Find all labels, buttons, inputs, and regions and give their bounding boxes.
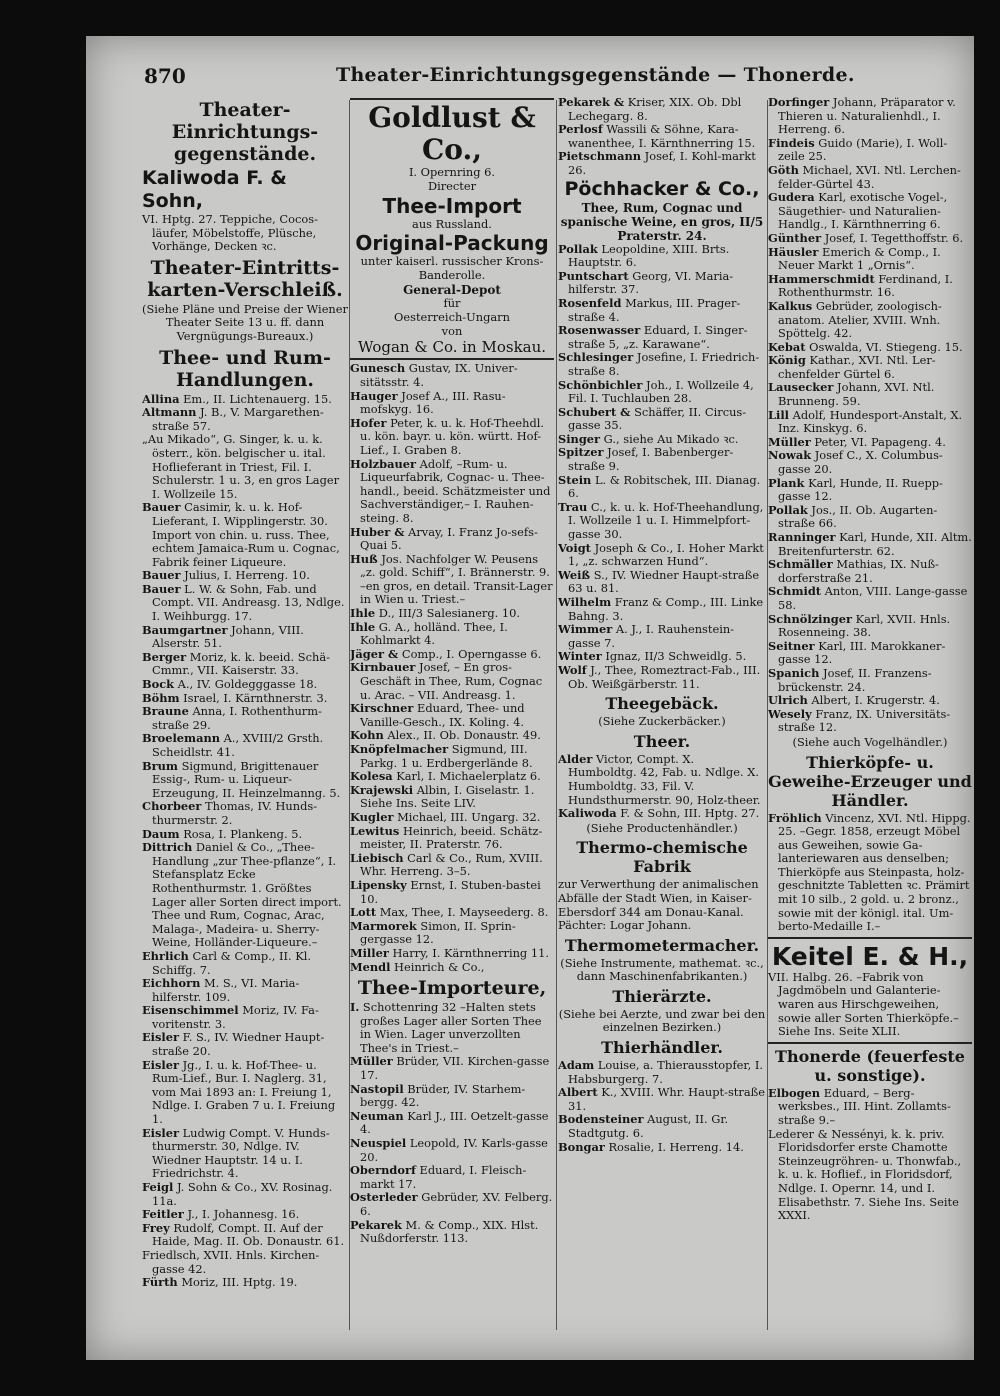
directory-entry: Eisler Jg., I. u. k. Hof-Thee- u. Rum-Lief., Bur. I. Naglerg. 31, vom Mai 1893 an: I. Freiung 1, Ndlge. I. Graben 7 u. I. Freiung 1.	[142, 1057, 336, 1127]
directory-entry: Allina Em., II. Lichtenauerg. 15.	[142, 391, 332, 406]
directory-entry: Müller Brüder, VII. Kirchen-gasse 17.	[350, 1054, 550, 1083]
directory-entry: Ihle G. A., holländ. Thee, I. Kohlmarkt 4.	[350, 619, 508, 648]
directory-entry: Häusler Emerich & Comp., I. Neuer Markt 1 „Ornis“.	[768, 244, 941, 273]
entry-name: Perlosf	[558, 122, 603, 137]
entry-name: Göth	[768, 162, 799, 177]
directory-entry: Hofer Peter, k. u. k. Hof-Theehdl. u. kön. bayr. u. kön. württ. Hof-Lief., I. Graben 8.	[350, 415, 544, 457]
entry-name: Hauger	[350, 388, 398, 403]
entry-name: Spanich	[768, 665, 820, 680]
directory-entry: Wesely Franz, IX. Universitäts-straße 12.	[768, 706, 951, 735]
entry-name: Ihle	[350, 619, 376, 634]
entry-name: Wesely	[768, 706, 812, 721]
entry-name: Singer	[558, 431, 601, 446]
entry-name: Braune	[142, 704, 189, 719]
directory-entry: Ehrlich Carl & Comp., II. Kl. Schiffg. 7.	[142, 948, 311, 977]
entry-name: Feitler	[142, 1207, 184, 1222]
directory-entry: Voigt Joseph & Co., I. Hoher Markt 1, „z. schwarzen Hund“.	[558, 540, 764, 569]
directory-entry: Rosenwasser Eduard, I. Singer-straße 5, „z. Karawane“.	[558, 323, 748, 351]
column-3	[558, 96, 766, 1340]
entry-name: Müller	[350, 1054, 393, 1069]
kaliwoda-ad	[142, 167, 348, 213]
entry-name: Kaliwoda	[558, 806, 617, 821]
entry-name: Rosenwasser	[558, 323, 641, 338]
entry-list	[350, 1001, 554, 1246]
entry-name: Dittrich	[142, 840, 193, 855]
directory-entry: Bauer Julius, I. Herreng. 10.	[142, 568, 310, 583]
directory-entry: König Kathar., XVI. Ntl. Ler-chenfelder Gürtel 6.	[768, 353, 936, 381]
directory-entry: Wolf J., Thee, Romeztract-Fab., III. Ob. Weißgärberstr. 11.	[558, 662, 761, 691]
divider	[768, 1042, 972, 1044]
directory-entry: Schönbichler Joh., I. Wollzeile 4, Fil. I. Tuchlauben 28.	[558, 377, 754, 406]
entry-name: Eisler	[142, 1125, 179, 1140]
directory-entry: Eisler F. S., IV. Wiedner Haupt-straße 20.	[142, 1030, 325, 1059]
entry-name: Krajewski	[350, 782, 414, 797]
entry-name: Hofer	[350, 415, 387, 430]
entry-name: Ranninger	[768, 530, 836, 544]
entry-name: Nastopil	[350, 1081, 404, 1096]
running-head: Theater-Einrichtungsgegenstände — Thonerde.	[336, 64, 855, 86]
entry-name: I.	[350, 1000, 360, 1015]
entry-name: Broelemann	[142, 731, 221, 746]
entry-name: Ihle	[350, 606, 376, 621]
entry-name: Kirnbauer	[350, 660, 416, 675]
entry-list	[768, 1087, 972, 1223]
directory-entry: Nowak Josef C., X. Columbus-gasse 20.	[768, 448, 943, 477]
entry-name: Bock	[142, 677, 175, 692]
directory-entry: Elbogen Eduard, – Berg-werksbes., III. Hint. Zollamts-straße 9.–	[768, 1085, 951, 1127]
entry-name: Altmann	[142, 405, 197, 420]
entry-name: Feigl	[142, 1180, 174, 1194]
divider	[768, 937, 972, 939]
directory-entry: Marmorek Simon, II. Sprin-gergasse 12.	[350, 918, 516, 947]
entry-name: Gudera	[768, 190, 815, 205]
directory-entry: Kirnbauer Josef, – En gros-Geschäft in Thee, Rum, Cognac u. Arac. – VII. Andreasg. 1.	[350, 660, 543, 702]
entry-name: Günther	[768, 230, 822, 245]
directory-entry: Lott Max, Thee, I. Mayseederg. 8.	[350, 905, 549, 920]
directory-entry: Oberndorf Eduard, I. Fleisch-markt 17.	[350, 1163, 527, 1191]
theegeback-note: (Siehe Zuckerbäcker.)	[598, 714, 726, 729]
directory-entry: Schmäller Mathias, IX. Nuß-dorferstraße 21.	[768, 557, 939, 585]
directory-entry: Lewitus Heinrich, beeid. Schätz-meister, II. Praterstr. 76.	[350, 823, 543, 852]
entry-name: Pollak	[558, 241, 598, 256]
entry-name: Schmäller	[768, 557, 833, 572]
entry-name: Böhm	[142, 690, 180, 705]
section-heading-eintrittskarten: Theater-Eintritts-karten-Verschleiß.	[147, 256, 343, 301]
pochhacker-ad	[558, 178, 766, 243]
directory-entry: Liebisch Carl & Co., Rum, XVIII. Whr. Herreng. 3–5.	[350, 850, 543, 879]
directory-entry: Krajewski Albin, I. Giselastr. 1. Siehe Ins. Seite LIV.	[350, 782, 535, 811]
entry-name: Jäger &	[350, 646, 399, 661]
goldlust-direct: Directer	[427, 178, 477, 193]
directory-entry: Winter Ignaz, II/3 Schweidlg. 5.	[558, 649, 747, 664]
column-rule	[556, 100, 557, 1330]
section-note: (Siehe Pläne und Preise der Wiener Theater Seite 13 u. ff. dann Vergnügungs-Bureaux.)	[142, 301, 348, 343]
entry-list	[558, 1059, 766, 1154]
directory-entry: Schubert & Schäffer, II. Circus-gasse 35.	[558, 404, 747, 433]
directory-entry: Brum Sigmund, Brigittenauer Essig-, Rum- u. Liqueur-Erzeugung, II. Heinzelmanng. 5.	[142, 758, 341, 800]
entry-name: Stein	[558, 472, 592, 487]
kaliwoda-text: VI. Hptg. 27. Teppiche, Cocos-läufer, Möbelstoffe, Plüsche, Vorhänge, Decken ꝛc.	[142, 212, 318, 254]
directory-entry: Gudera Karl, exotische Vogel-, Säugethier- und Naturalien-Handlg., I. Kärnthnerring 6.	[768, 190, 948, 232]
entry-name: Ulrich	[768, 693, 808, 708]
entry-name: Pekarek &	[558, 96, 625, 109]
directory-entry: Dittrich Daniel & Co., „Thee-Handlung „zur Thee-pflanze“, I. Stefansplatz Ecke Rothenthurmstr. 1. Größtes Lager aller Sorten direct import. Thee und Rum, Cognac, Arac, Malaga-, Madeira- u. Sherry-Weine, Holländer-Liqueure.–	[142, 840, 342, 950]
entry-name: Kirschner	[350, 701, 414, 716]
pochhacker-name: Pöchhacker & Co.,	[564, 177, 760, 200]
goldlust-von: von	[441, 323, 463, 338]
directory-entry: Pekarek & Kriser, XIX. Ob. Dbl Lechegarg. 8.	[558, 96, 742, 123]
directory-entry: Adam Louise, a. Thierausstopfer, I. Habsburgerg. 7.	[558, 1058, 763, 1086]
thierkopfe-heading: Thierköpfe- u. Geweihe-Erzeuger und Händler.	[768, 752, 972, 810]
directory-entry: Eisenschimmel Moriz, IV. Fa-voritenstr. 3.	[142, 1003, 319, 1031]
entry-name: Kebat	[768, 339, 806, 354]
entry-name: Schönbichler	[558, 377, 643, 392]
directory-entry: Ihle D., III/3 Salesianerg. 10.	[350, 606, 521, 621]
page-header	[86, 64, 974, 92]
entry-name: Bongar	[558, 1139, 605, 1154]
entry-name: Wilhelm	[558, 595, 612, 609]
entry-name: Mendl	[350, 959, 391, 974]
entry-name: Knöpfelmacher	[350, 742, 449, 756]
directory-entry: Spitzer Josef, I. Babenberger-straße 9.	[558, 445, 734, 474]
entry-name: Huber &	[350, 524, 405, 539]
entry-name: Eisler	[142, 1057, 179, 1072]
directory-entry: Pollak Leopoldine, XIII. Brts. Hauptstr. 6.	[558, 241, 730, 270]
goldlust-control: unter kaiserl. russischer Krons-Banderolle.	[360, 254, 544, 283]
directory-entry: Böhm Israel, I. Kärnthnerstr. 3.	[142, 690, 328, 705]
directory-entry: Neuman Karl J., III. Oetzelt-gasse 4.	[350, 1108, 549, 1137]
entry-name: Puntschart	[558, 268, 629, 283]
directory-entry: Bauer Casimir, k. u. k. Hof-Lieferant, I. Wipplingerstr. 30. Import von chin. u. russ. Thee, echtem Jamaica-Rum u. Cognac, Fabrik feiner Liqueure.	[142, 500, 340, 569]
entry-name: Albert	[558, 1085, 598, 1100]
directory-entry: Alder Victor, Compt. X. Humboldtg. 42, Fab. u. Ndlge. X. Humboldtg. 33, Fil. V. Hundsthurmerstr. 90, Holz-theer.	[558, 751, 761, 807]
directory-entry: Kebat Oswalda, VI. Stiegeng. 15.	[768, 339, 963, 354]
entry-name: Eisenschimmel	[142, 1003, 239, 1018]
directory-entry: Schnölzinger Karl, XVII. Hnls. Rosenneing. 38.	[768, 611, 951, 640]
goldlust-packung: Original-Packung	[355, 231, 549, 256]
entry-name: Bauer	[142, 581, 181, 596]
entry-name: Schnölzinger	[768, 611, 852, 626]
book-page	[86, 36, 974, 1360]
directory-entry: Nastopil Brüder, IV. Starhem-bergg. 42.	[350, 1081, 526, 1110]
directory-entry: Schlesinger Josefine, I. Friedrich-straße 8.	[558, 350, 760, 378]
column-2	[350, 96, 554, 1340]
directory-entry: Pollak Jos., II. Ob. Augarten-straße 66.	[768, 502, 938, 531]
goldlust-address: I. Opernring 6.	[408, 165, 496, 179]
thermometer-note: (Siehe Instrumente, mathemat. ꝛc., dann Maschinenfabrikanten.)	[560, 955, 764, 984]
directory-entry: Spanich Josef, II. Franzens-brückenstr. 24.	[768, 665, 932, 694]
entry-name: Häusler	[768, 244, 819, 259]
directory-entry: Neuspiel Leopold, IV. Karls-gasse 20.	[350, 1136, 548, 1164]
goldlust-for: für	[443, 295, 461, 310]
entry-name: Neuspiel	[350, 1136, 407, 1151]
entry-name: Wimmer	[558, 622, 613, 637]
directory-entry: Wilhelm Franz & Comp., III. Linke Bahng. 3.	[558, 595, 764, 623]
goldlust-origin: aus Russland.	[412, 216, 492, 231]
directory-entry: Lipensky Ernst, I. Stuben-bastei 10.	[350, 877, 541, 906]
directory-entry: I. Schottenring 32 –Halten stets großes Lager aller Sorten Thee in Wien. Lager unverzollten Thee's in Triest.–	[350, 1000, 542, 1055]
directory-entry: Trau C., k. u. k. Hof-Theehandlung, I. Wollzeile 1 u. I. Himmelpfort-gasse 30.	[558, 499, 764, 542]
entry-name: Wolf	[558, 662, 587, 677]
directory-entry: Frey Rudolf, Compt. II. Auf der Haide, Mag. II. Ob. Donaustr. 61.	[142, 1220, 345, 1249]
directory-entry: Müller Peter, VI. Papageng. 4.	[768, 434, 946, 449]
directory-entry: Seitner Karl, III. Marokkaner-gasse 12.	[768, 638, 946, 667]
directory-entry: Bongar Rosalie, I. Herreng. 14.	[558, 1139, 744, 1154]
column-1	[142, 96, 348, 1340]
directory-entry: Lill Adolf, Hundesport-Anstalt, X. Inz. Kinskyg. 6.	[768, 407, 963, 436]
theer-note: (Siehe Productenhändler.)	[586, 820, 738, 835]
keitel-text: VII. Halbg. 26. –Fabrik von Jagdmöbeln und Galanterie-waren aus Hirschgeweihen, sowie aller Sorten Thierköpfe.– Siehe Ins. Seite XLII.	[768, 969, 959, 1039]
thermo-text: zur Verwerthung der animalischen Abfälle der Stadt Wien, in Kaiser-Ebersdorf 344 am Donau-Kanal. Pächter: Logar Johann.	[558, 877, 759, 933]
goldlust-ad	[350, 98, 554, 360]
entry-name: Bauer	[142, 568, 181, 583]
directory-entry: Kohn Alex., II. Ob. Donaustr. 49.	[350, 728, 541, 743]
entry-name: Kugler	[350, 809, 394, 824]
entry-name: Gunesch	[350, 361, 406, 376]
goldlust-country: Oesterreich-Ungarn	[394, 309, 510, 324]
entry-name: Müller	[768, 434, 811, 449]
directory-entry: Kolesa Karl, I. Michaelerplatz 6.	[350, 769, 541, 784]
entry-name: Pollak	[768, 502, 808, 517]
directory-entry: Miller Harry, I. Kärnthnerring 11.	[350, 945, 549, 960]
directory-entry: Altmann J. B., V. Margarethen-straße 57.	[142, 405, 324, 433]
page-number: 870	[144, 64, 186, 88]
entry-name: Elbogen	[768, 1085, 821, 1100]
entry-name: Adam	[558, 1058, 595, 1073]
directory-entry: Pekarek M. & Comp., XIX. Hlst. Nußdorferstr. 113.	[350, 1217, 539, 1246]
directory-entry: Gunesch Gustav, IX. Univer-sitätsstr. 4.	[350, 361, 518, 389]
directory-entry: Bodensteiner August, II. Gr. Stadtgutg. 6.	[558, 1112, 729, 1141]
goldlust-depot: General-Depot	[403, 282, 501, 297]
pochhacker-text: Thee, Rum, Cognac und spanische Weine, en gros, II/5 Praterstr. 24.	[560, 200, 764, 243]
entry-name: Hammerschmidt	[768, 271, 875, 286]
entry-name: Baumgartner	[142, 622, 228, 637]
entry-name: Oberndorf	[350, 1163, 416, 1178]
thierarzte-note: (Siehe bei Aerzte, und zwar bei den einzelnen Bezirken.)	[558, 1006, 766, 1035]
entry-name: Ehrlich	[142, 948, 189, 963]
directory-entry: Hauger Josef A., III. Rasu-mofskyg. 16.	[350, 388, 506, 417]
entry-name: Miller	[350, 945, 389, 960]
entry-name: Lott	[350, 905, 377, 920]
entry-name: Kohn	[350, 728, 384, 743]
entry-name: Lill	[768, 407, 789, 422]
entry-list	[768, 812, 972, 934]
entry-name: Liebisch	[350, 850, 404, 865]
entry-name: Bodensteiner	[558, 1112, 644, 1127]
entry-name: Findeis	[768, 135, 815, 150]
directory-entry: Göth Michael, XVI. Ntl. Lerchen-felder-Gürtel 43.	[768, 162, 961, 191]
entry-list	[558, 96, 766, 178]
directory-entry: Chorbeer Thomas, IV. Hunds-thurmerstr. 2.	[142, 799, 318, 827]
entry-name: Lausecker	[768, 380, 834, 395]
directory-entry: Knöpfelmacher Sigmund, III. Parkg. 1 u. Erdbergerlände 8.	[350, 742, 533, 770]
entry-list	[142, 393, 348, 1290]
directory-entry: Wimmer A. J., I. Rauhenstein-gasse 7.	[558, 622, 735, 650]
entry-name: Allina	[142, 391, 180, 406]
directory-entry: Ulrich Albert, I. Krugerstr. 4.	[768, 693, 940, 708]
directory-entry: „Au Mikado“, G. Singer, k. u. k. österr., kön. belgischer u. ital. Hoflieferant in Triest, Fil. I. Schulerstr. 1 u. 3, en gros Lager I. Wollzeile 15.	[142, 432, 340, 501]
directory-entry: Broelemann A., XVIII/2 Grsth. Scheidlstr. 41.	[142, 731, 324, 759]
theegeback-heading: Theegebäck.	[605, 694, 719, 714]
directory-entry: Daum Rosa, I. Plankeng. 5.	[142, 826, 303, 841]
entry-name: Pekarek	[350, 1217, 402, 1232]
entry-name: Chorbeer	[142, 799, 202, 814]
entry-name: Winter	[558, 649, 602, 664]
directory-entry: Jäger & Comp., I. Operngasse 6.	[350, 646, 542, 661]
directory-entry: Feitler J., I. Johannesg. 16.	[142, 1207, 300, 1222]
entry-name: Spitzer	[558, 445, 604, 460]
column-4	[768, 96, 972, 1340]
directory-entry: Findeis Guido (Marie), I. Woll-zeile 25.	[768, 135, 948, 164]
entry-list	[350, 362, 554, 974]
entry-name: Huß	[350, 551, 378, 566]
thierhandler-heading: Thierhändler.	[601, 1038, 723, 1058]
entry-name: Daum	[142, 826, 180, 841]
directory-entry: Perlosf Wassili & Söhne, Kara-wanenthee, I. Kärnthnerring 15.	[558, 122, 756, 150]
entry-name: Berger	[142, 649, 187, 664]
directory-entry: Bock A., IV. Goldegggasse 18.	[142, 677, 318, 692]
directory-entry: Osterleder Gebrüder, XV. Felberg. 6.	[350, 1190, 553, 1218]
entry-name: Seitner	[768, 638, 815, 653]
directory-entry: Bauer L. W. & Sohn, Fab. und Compt. VII. Andreasg. 13, Ndlge. I. Weihburgg. 17.	[142, 581, 345, 624]
entry-name: Schmidt	[768, 584, 822, 599]
entry-name: Weiß	[558, 567, 591, 582]
kaliwoda-name: Kaliwoda F. & Sohn,	[142, 167, 287, 212]
entry-name: Fürth	[142, 1275, 178, 1290]
entry-name: Fröhlich	[768, 810, 822, 825]
directory-entry: Plank Karl, Hunde, II. Ruepp-gasse 12.	[768, 475, 943, 504]
entry-name: Trau	[558, 499, 588, 514]
entry-name: Osterleder	[350, 1190, 418, 1205]
directory-entry: Eisler Ludwig Compt. V. Hunds-thurmerstr. 30, Ndlge. IV. Wiedner Hauptstr. 14 u. I. Friedrichstr. 4.	[142, 1125, 330, 1181]
directory-entry: Huß Jos. Nachfolger W. Peusens „z. gold. Schiff“, I. Brännerstr. 9. –en gros, en detail. Transit-Lager in Wien u. Triest.–	[350, 551, 553, 607]
entry-name: Marmorek	[350, 918, 417, 933]
thierarzte-heading: Thierärzte.	[612, 986, 712, 1006]
entry-name: Schlesinger	[558, 350, 634, 365]
directory-entry: Kalkus Gebrüder, zoologisch-anatom. Atelier, XVIII. Wnh. Spöttelg. 42.	[768, 298, 942, 341]
entry-name: Frey	[142, 1220, 170, 1235]
directory-entry: Lausecker Johann, XVI. Ntl. Brunneng. 59.	[768, 380, 935, 409]
directory-entry: Ranninger Karl, Hunde, XII. Altm. Breitenfurterstr. 62.	[768, 530, 972, 558]
directory-entry: Rosenfeld Markus, III. Prager-straße 4.	[558, 295, 741, 324]
entry-name: Bauer	[142, 500, 181, 515]
entry-name: Schubert &	[558, 404, 631, 419]
entry-name: Brum	[142, 758, 178, 773]
thermo-heading: Thermo-chemische Fabrik	[576, 838, 748, 877]
goldlust-wogan: Wogan & Co. in Moskau.	[357, 338, 547, 357]
directory-entry: Friedlsch, XVII. Hnls. Kirchen-gasse 42.	[142, 1247, 320, 1276]
entry-name: Eisler	[142, 1030, 179, 1045]
entry-name: Kolesa	[350, 769, 393, 784]
entry-name: Kalkus	[768, 298, 813, 313]
theer-heading: Theer.	[633, 731, 691, 751]
directory-entry: Baumgartner Johann, VIII. Alserstr. 51.	[142, 622, 304, 651]
directory-entry: Schmidt Anton, VIII. Lange-gasse 58.	[768, 584, 968, 612]
entry-name: Lewitus	[350, 823, 400, 838]
directory-entry: Singer G., siehe Au Mikado ꝛc.	[558, 431, 739, 446]
section-heading-thee-rum: Thee- und Rum-Handlungen.	[159, 346, 331, 391]
directory-entry: Pietschmann Josef, I. Kohl-markt 26.	[558, 149, 756, 177]
entry-name: Pietschmann	[558, 149, 642, 164]
entry-name: Rosenfeld	[558, 295, 622, 310]
directory-entry: Fröhlich Vincenz, XVI. Ntl. Hippg. 25. –Gegr. 1858, erzeugt Möbel aus Geweihen, sowie Ga-lanteriewaren aus denselben; Thierköpfe aus Steinpasta, holz-geschnitzte Tabletten ꝛc. Prämirt mit 10 silb., 2 gold. u. 2 bronz., sowie mit der königl. ital. Um-berto-Medaille I.–	[768, 810, 971, 934]
directory-entry: Holzbauer Adolf, –Rum- u. Liqueurfabrik, Cognac- u. Thee-handl., beeid. Schätzmeister und Sachverständiger,– I. Rauhen-steing. 8.	[350, 456, 551, 525]
directory-entry: Huber & Arvay, I. Franz Jo-sefs-Quai 5.	[350, 524, 538, 553]
directory-entry: Hammerschmidt Ferdinand, I. Rothenthurmstr. 16.	[768, 271, 953, 300]
entry-name: Voigt	[558, 540, 591, 555]
directory-entry: Eichhorn M. S., VI. Maria-hilferstr. 109.	[142, 976, 300, 1004]
keitel-ad	[768, 942, 972, 971]
entry-name: Neuman	[350, 1108, 404, 1123]
directory-entry: Weiß S., IV. Wiedner Haupt-straße 63 u. 81.	[558, 567, 760, 596]
entry-name: Alder	[558, 751, 593, 766]
directory-entry: Albert K., XVIII. Whr. Haupt-straße 31.	[558, 1085, 765, 1113]
keitel-name: Keitel E. & H.,	[771, 941, 969, 971]
entry-list	[558, 753, 766, 821]
directory-entry: Dorfinger Johann, Präparator v. Thieren u. Naturalienhdl., I. Herreng. 6.	[768, 96, 956, 137]
directory-entry: Feigl J. Sohn & Co., XV. Rosinag. 11a.	[142, 1180, 333, 1208]
entry-list	[558, 243, 766, 692]
entry-list	[768, 96, 972, 735]
directory-entry: Puntschart Georg, VI. Maria-hilferstr. 37.	[558, 268, 734, 297]
entry-name: Dorfinger	[768, 96, 830, 109]
thermometer-heading: Thermometermacher.	[564, 935, 760, 955]
thonerde-heading: Thonerde (feuerfeste u. sonstige).	[775, 1046, 965, 1085]
directory-entry: Kaliwoda F. & Sohn, III. Hptg. 27.	[558, 806, 760, 821]
vogel-note: (Siehe auch Vogelhändler.)	[792, 734, 948, 749]
entry-name: König	[768, 353, 806, 368]
directory-entry: Kugler Michael, III. Ungarg. 32.	[350, 809, 541, 824]
entry-name: Holzbauer	[350, 456, 417, 471]
entry-name: Lipensky	[350, 877, 407, 892]
goldlust-import: Thee-Import	[382, 193, 522, 218]
goldlust-name: Goldlust & Co.,	[368, 101, 536, 166]
directory-entry: Kirschner Eduard, Thee- und Vanille-Gesch., IX. Koling. 4.	[350, 701, 525, 729]
section-heading-theater-einrichtung: Theater-Einrichtungs-gegenstände.	[171, 99, 319, 165]
thee-importeure-heading: Thee-Importeure,	[357, 977, 547, 1000]
directory-entry: Fürth Moriz, III. Hptg. 19.	[142, 1275, 298, 1290]
entry-name: Nowak	[768, 448, 812, 463]
directory-entry: Mendl Heinrich & Co.,	[350, 959, 485, 974]
entry-name: Plank	[768, 475, 805, 490]
directory-entry: Braune Anna, I. Rothenthurm-straße 29.	[142, 704, 322, 732]
directory-entry: Günther Josef, I. Tegetthoffstr. 6.	[768, 230, 964, 245]
entry-name: Eichhorn	[142, 976, 201, 991]
directory-entry: Berger Moriz, k. k. beeid. Schä-Cmmr., VII. Kaiserstr. 33.	[142, 649, 330, 678]
directory-entry: Lederer & Nessényi, k. k. priv. Floridsdorfer erste Chamotte Steinzeugröhren- u. Thonwfab., k. u. k. Hoflief., in Floridsdorf, Ndlge. I. Opernr. 14, und I. Elisabethstr. 7. Siehe Ins. Seite XXXI.	[768, 1126, 962, 1223]
directory-entry: Stein L. & Robitschek, III. Dianag. 6.	[558, 472, 761, 501]
